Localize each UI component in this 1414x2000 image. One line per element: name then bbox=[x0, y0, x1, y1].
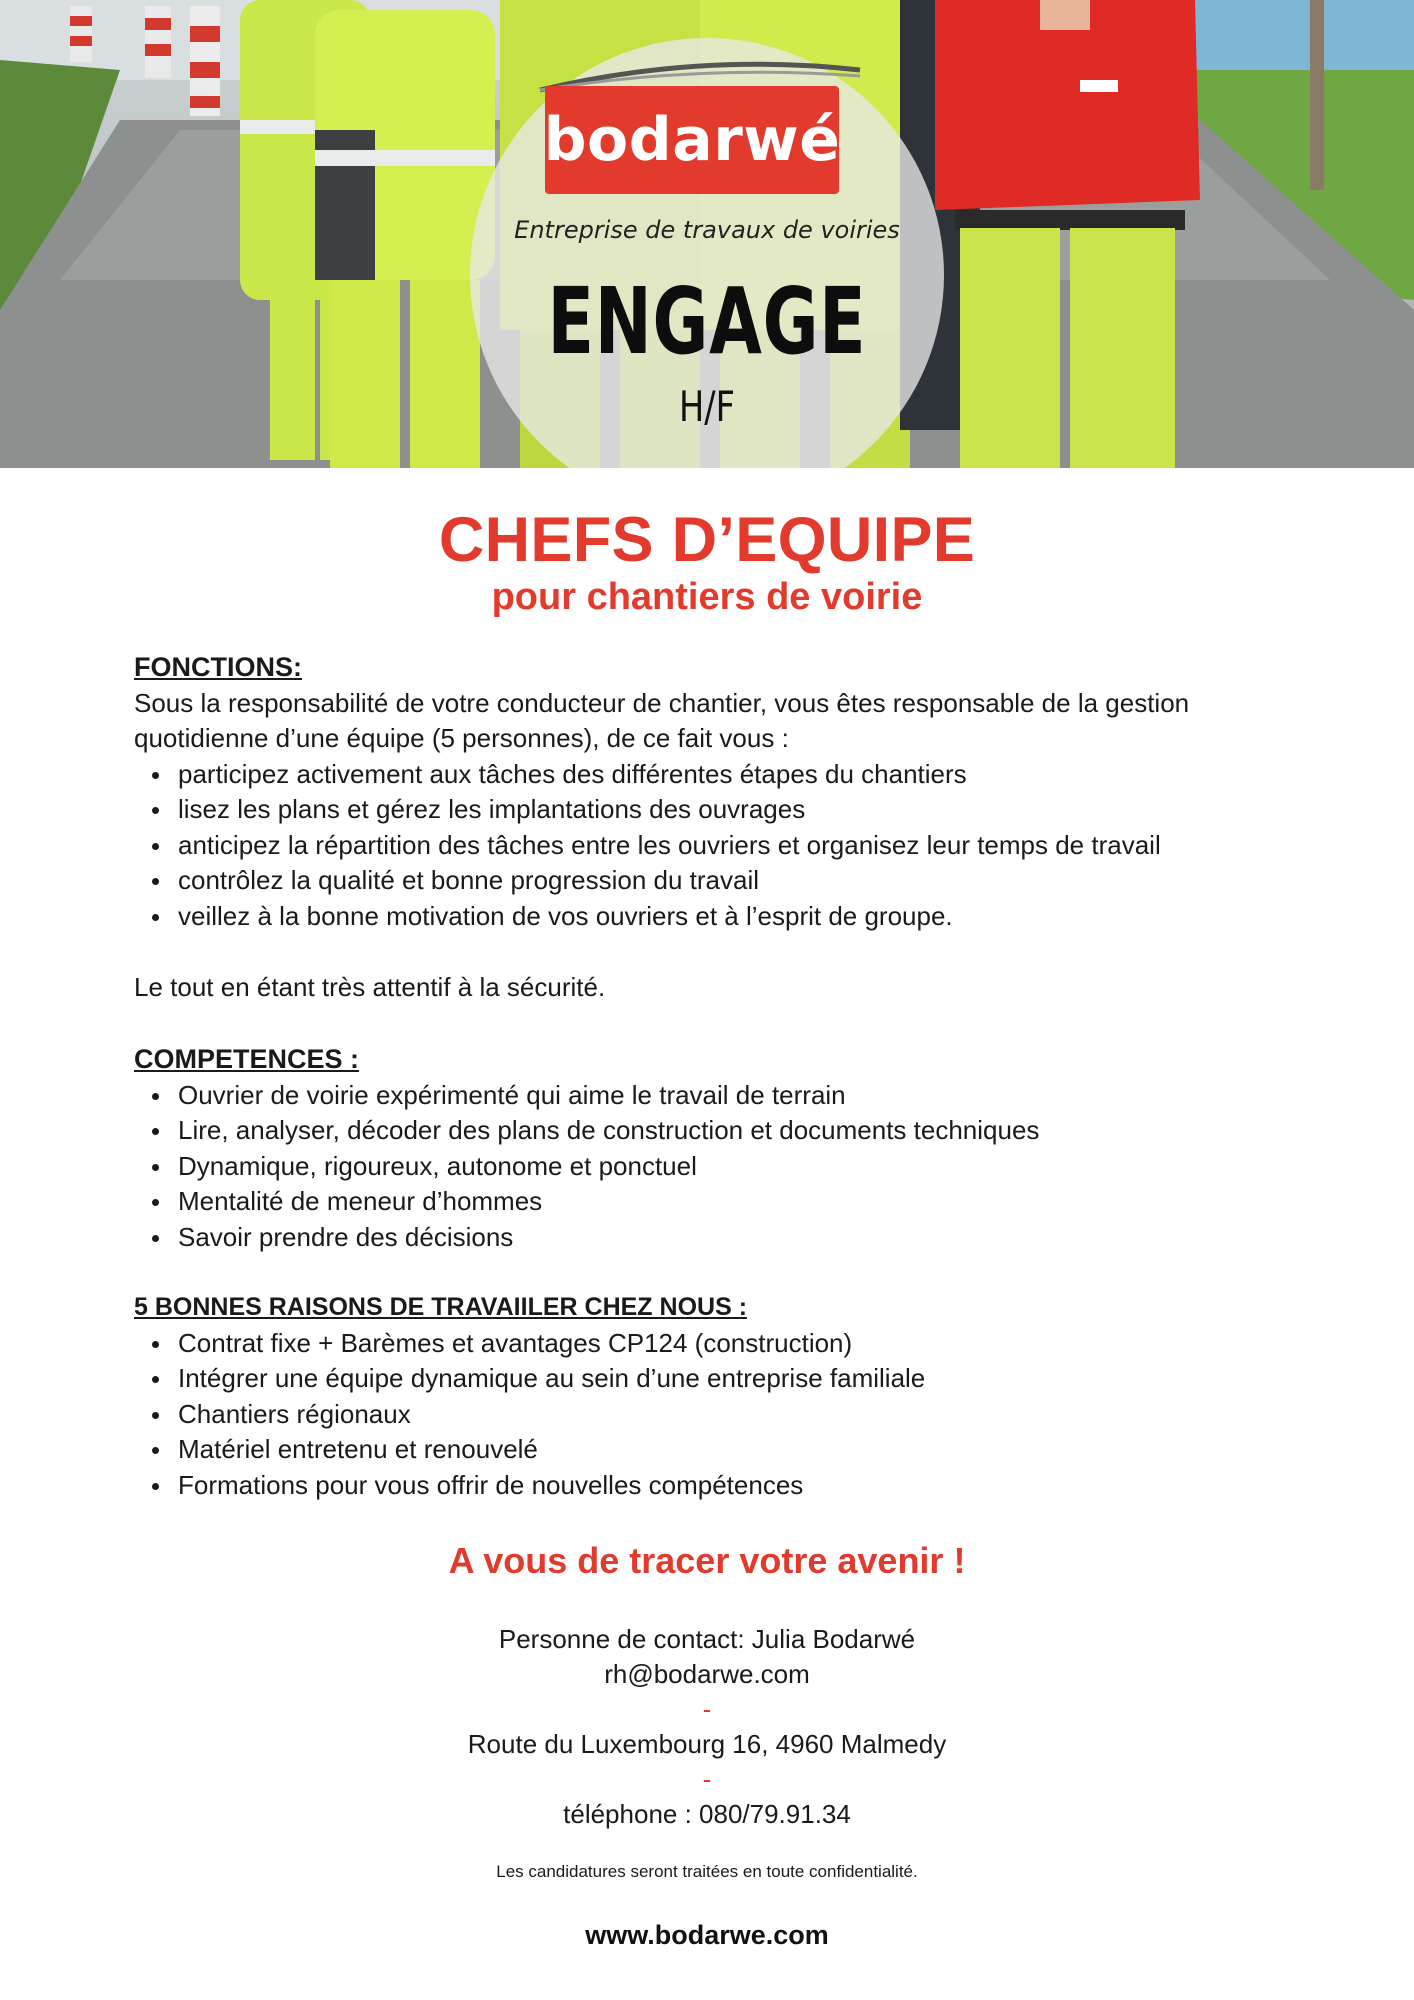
competences-list bbox=[134, 1078, 1334, 1256]
company-tagline: Entreprise de travaux de voiries bbox=[514, 216, 900, 244]
headline-engage: ENGAGE bbox=[547, 268, 867, 375]
competences-heading: COMPETENCES : bbox=[134, 1044, 360, 1074]
list-item: Lire, analyser, décoder des plans de construction et documents techniques bbox=[134, 1113, 1334, 1149]
company-logo bbox=[545, 86, 839, 194]
website-link[interactable]: www.bodarwe.com bbox=[585, 1920, 829, 1950]
list-item: anticipez la répartition des tâches entre les ouvriers et organisez leur temps de travail bbox=[134, 828, 1334, 864]
list-item: contrôlez la qualité et bonne progression du travail bbox=[134, 863, 1334, 899]
competences-section bbox=[134, 1042, 1334, 1255]
gender-label: H/F bbox=[679, 382, 735, 431]
contact-address: Route du Luxembourg 16, 4960 Malmedy bbox=[467, 1729, 947, 1759]
list-item: participez activement aux tâches des différentes étapes du chantiers bbox=[134, 757, 1334, 793]
list-item: lisez les plans et gérez les implantations des ouvrages bbox=[134, 792, 1334, 828]
fonctions-heading: FONCTIONS: bbox=[134, 652, 302, 682]
list-item: Contrat fixe + Barèmes et avantages CP124 (construction) bbox=[134, 1326, 1334, 1362]
list-item: Matériel entretenu et renouvelé bbox=[134, 1432, 1334, 1468]
list-item: veillez à la bonne motivation de vos ouvriers et à l’esprit de groupe. bbox=[134, 899, 1334, 935]
fonctions-section bbox=[134, 650, 1334, 1005]
job-title: CHEFS D’EQUIPE bbox=[438, 505, 976, 575]
confidentiality-note: Les candidatures seront traitées en toute confidentialité. bbox=[496, 1862, 918, 1881]
job-subtitle: pour chantiers de voirie bbox=[491, 576, 923, 618]
fonctions-intro-line-1: Sous la responsabilité de votre conducteur de chantier, vous êtes responsable de la gestion bbox=[134, 687, 1190, 718]
call-to-action: A vous de tracer votre avenir ! bbox=[448, 1540, 966, 1581]
contact-person: Personne de contact: Julia Bodarwé bbox=[498, 1624, 916, 1654]
hero-photo bbox=[0, 0, 1414, 468]
fonctions-list bbox=[134, 757, 1334, 935]
list-item: Savoir prendre des décisions bbox=[134, 1220, 1334, 1256]
logo-text: bodarwé bbox=[543, 105, 841, 175]
raisons-heading: 5 BONNES RAISONS DE TRAVAIILER CHEZ NOUS : bbox=[134, 1293, 748, 1321]
raisons-list bbox=[134, 1326, 1334, 1504]
list-item: Dynamique, rigoureux, autonome et ponctuel bbox=[134, 1149, 1334, 1185]
contact-phone[interactable]: téléphone : 080/79.91.34 bbox=[563, 1799, 851, 1829]
separator: - bbox=[702, 1694, 712, 1724]
contact-email[interactable]: rh@bodarwe.com bbox=[604, 1659, 810, 1689]
list-item: Chantiers régionaux bbox=[134, 1397, 1334, 1433]
list-item: Ouvrier de voirie expérimenté qui aime le travail de terrain bbox=[134, 1078, 1334, 1114]
separator: - bbox=[702, 1764, 712, 1794]
list-item: Formations pour vous offrir de nouvelles compétences bbox=[134, 1468, 1334, 1504]
contact-block bbox=[0, 1622, 1414, 1832]
list-item: Intégrer une équipe dynamique au sein d’une entreprise familiale bbox=[134, 1361, 1334, 1397]
raisons-section bbox=[134, 1290, 1334, 1503]
list-item: Mentalité de meneur d’hommes bbox=[134, 1184, 1334, 1220]
fonctions-intro-line-2: quotidienne d’une équipe (5 personnes), de ce fait vous : bbox=[134, 723, 789, 753]
security-note: Le tout en étant très attentif à la sécurité. bbox=[134, 971, 606, 1002]
